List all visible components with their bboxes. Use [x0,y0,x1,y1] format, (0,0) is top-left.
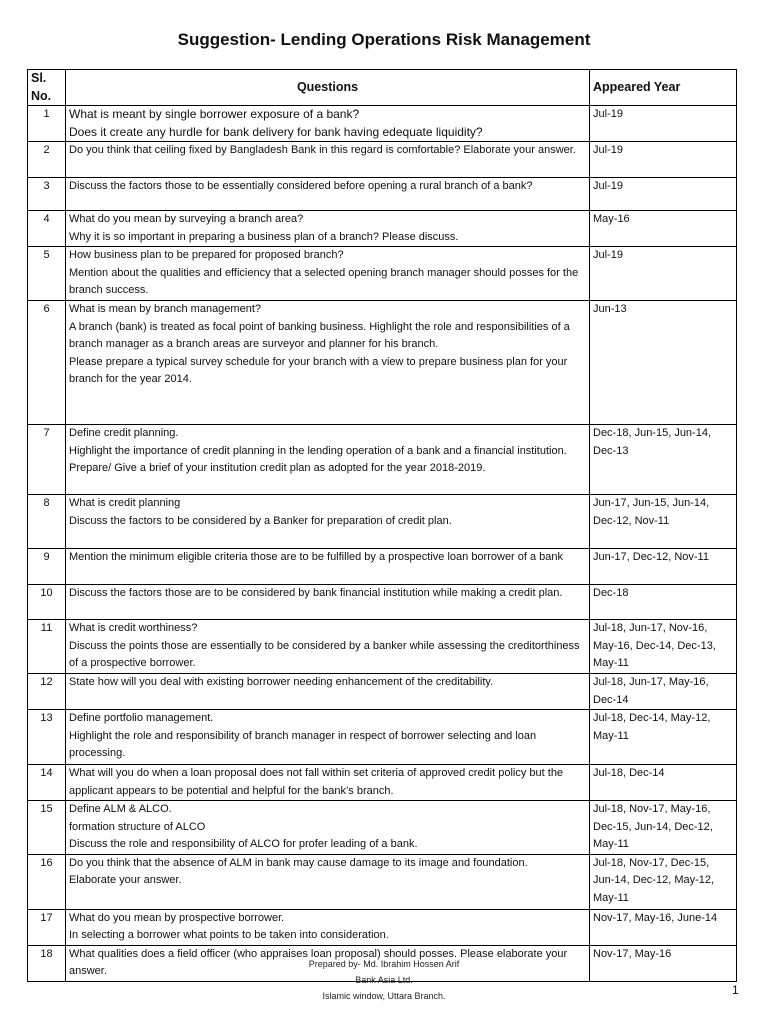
table-row [28,425,737,495]
row-appeared-year: May-16 [590,211,737,247]
table-header-row [28,70,737,106]
row-sl-no: 6 [28,301,66,425]
question-line: In selecting a borrower what points to be taken into consideration. [69,929,389,941]
row-appeared-year: Jul-18, Nov-17, Dec-15, Jun-14, Dec-12, May-12, May-11 [590,854,737,909]
row-question [66,211,590,247]
footer [0,956,768,1004]
question-line: Define credit planning. [69,427,179,439]
row-question [66,106,590,142]
question-line: Why it is so important in preparing a business plan of a branch? Please discuss. [69,230,459,243]
table-row [28,106,737,142]
page-number: 1 [732,983,739,997]
row-question [66,854,590,909]
row-question [66,549,590,585]
question-line: Do you think that the absence of ALM in bank may cause damage to its image and foundation. [69,856,528,869]
row-sl-no: 11 [28,620,66,674]
question-line: Highlight the role and responsibility of branch manager in respect of borrower selecting and loan processing. [69,729,537,759]
table-row [28,211,737,247]
header-sl-no: Sl. No. [28,70,66,106]
question-line: How business plan to be prepared for proposed branch? [69,249,344,261]
row-sl-no: 15 [28,801,66,855]
row-question [66,425,590,495]
row-sl-no: 3 [28,178,66,211]
question-line: Elaborate your answer. [69,874,182,886]
row-appeared-year: Dec-18, Jun-15, Jun-14, Dec-13 [590,425,737,495]
question-line: Discuss the role and responsibility of ALCO for profer leading of a bank. [69,838,418,850]
question-line: What is meant by single borrower exposure of a bank? [69,107,360,121]
row-appeared-year: Jul-18, Dec-14 [590,765,737,801]
question-line: What is credit planning [69,497,181,509]
header-appeared-year: Appeared Year [590,70,737,106]
question-line: Discuss the points those are essentially to be considered by a banker while assessing the creditorthiness of a prospective borrower. [69,639,580,669]
question-line: What is credit worthiness? [69,622,198,634]
row-question [66,710,590,765]
row-question [66,495,590,549]
header-questions: Questions [66,70,590,106]
table-row [28,247,737,301]
row-sl-no: 9 [28,549,66,585]
table-row [28,301,737,425]
row-sl-no: 7 [28,425,66,495]
row-appeared-year: Jul-18, Nov-17, May-16, Dec-15, Jun-14, Dec-12, May-11 [590,801,737,855]
question-line: What qualities does a field officer (who appraises loan proposal) should posses. Please elaborate your answer. [69,947,568,977]
row-sl-no: 12 [28,674,66,710]
row-question [66,620,590,674]
row-question [66,178,590,211]
row-appeared-year: Jul-19 [590,247,737,301]
footer-prepared-by: Prepared by- Md. Ibrahim Hossen Arif [308,959,460,969]
row-appeared-year: Jun-17, Jun-15, Jun-14, Dec-12, Nov-11 [590,495,737,549]
row-sl-no: 1 [28,106,66,142]
question-line: A branch (bank) is treated as focal point of banking business. Highlight the role and responsibilities of a branch manager as a branch areas are surveyor and planner for his branch. [69,320,570,350]
row-sl-no: 17 [28,909,66,945]
table-row [28,710,737,765]
question-line: Highlight the importance of credit planning in the lending operation of a bank and a financial institution. [69,444,567,457]
row-appeared-year: Dec-18 [590,585,737,620]
row-appeared-year: Jul-19 [590,106,737,142]
row-appeared-year: Jun-13 [590,301,737,425]
question-line: What do you mean by prospective borrower. [69,911,285,924]
row-sl-no: 8 [28,495,66,549]
page-title: Suggestion- Lending Operations Risk Management [177,30,591,49]
question-line: Mention about the qualities and efficiency that a selected opening branch manager should posses for the branch success. [69,266,579,296]
question-line: Do you think that ceiling fixed by Bangladesh Bank in this regard is comfortable? Elaborate your answer. [69,144,576,156]
table-row [28,765,737,801]
question-line: Does it create any hurdle for bank delivery for bank having edequate liquidity? [69,124,483,139]
row-appeared-year: Jun-17, Dec-12, Nov-11 [590,549,737,585]
table-row [28,674,737,710]
question-line: State how will you deal with existing borrower needing enhancement of the creditability. [69,676,494,688]
table-row [28,142,737,178]
question-line: What do you mean by surveying a branch area? [69,213,304,225]
table-body [28,106,737,982]
question-line: formation structure of ALCO [69,820,206,833]
table-row [28,549,737,585]
question-line: Discuss the factors those to be essentially considered before opening a rural branch of a bank? [69,180,533,192]
row-question [66,909,590,945]
question-line: Define portfolio management. [69,712,214,724]
row-sl-no: 2 [28,142,66,178]
table-row [28,495,737,549]
row-sl-no: 16 [28,854,66,909]
question-line: What will you do when a loan proposal does not fall within set criteria of approved credit policy but the applicant appears to be potential and helpful for the bank’s branch. [69,767,564,797]
questions-table [27,69,737,982]
table-row [28,585,737,620]
row-appeared-year: Jul-19 [590,142,737,178]
question-line: Please prepare a typical survey schedule for your branch with a view to prepare business plan for your branch for the year 2014. [69,355,568,385]
row-appeared-year: Nov-17, May-16, June-14 [590,909,737,945]
table-row [28,620,737,674]
row-sl-no: 10 [28,585,66,620]
row-appeared-year: Jul-18, Jun-17, Nov-16, May-16, Dec-14, Dec-13, May-11 [590,620,737,674]
question-line: What is mean by branch management? [69,303,261,315]
row-sl-no: 4 [28,211,66,247]
footer-bank-name: Bank Asia Ltd. [355,975,413,985]
row-appeared-year: Jul-18, Dec-14, May-12, May-11 [590,710,737,765]
row-question [66,585,590,620]
row-sl-no: 5 [28,247,66,301]
row-sl-no: 13 [28,710,66,765]
table-row [28,854,737,909]
table-row [28,909,737,945]
row-appeared-year: Jul-19 [590,178,737,211]
row-question [66,247,590,301]
row-appeared-year: Nov-17, May-16 [590,945,737,981]
row-question [66,301,590,425]
question-line: Define ALM & ALCO. [69,803,172,815]
row-question [66,801,590,855]
table-row [28,178,737,211]
row-question [66,674,590,710]
question-line: Mention the minimum eligible criteria those are to be fulfilled by a prospective loan borrower of a bank [69,551,564,563]
question-line: Discuss the factors those are to be considered by bank financial institution while making a credit plan. [69,587,563,599]
row-appeared-year: Jul-18, Jun-17, May-16, Dec-14 [590,674,737,710]
question-line: Prepare/ Give a brief of your institution credit plan as adopted for the year 2018-2019. [69,462,486,474]
footer-branch: Islamic window, Uttara Branch. [322,991,446,1001]
table-row [28,801,737,855]
row-question [66,765,590,801]
row-sl-no: 18 [28,945,66,981]
row-sl-no: 14 [28,765,66,801]
question-line: Discuss the factors to be considered by a Banker for preparation of credit plan. [69,514,452,527]
row-question [66,142,590,178]
